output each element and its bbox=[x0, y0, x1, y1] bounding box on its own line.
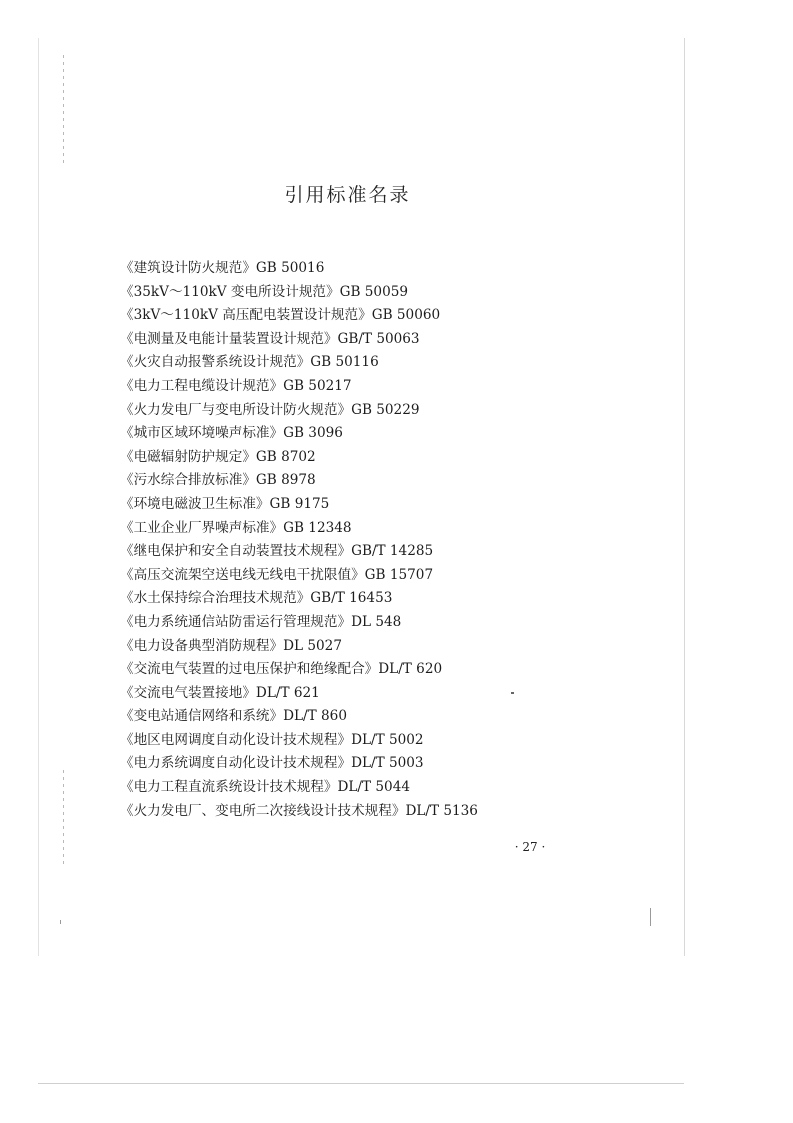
scan-mark bbox=[650, 908, 651, 926]
reference-item: 《交流电气装置的过电压保护和绝缘配合》DL/T 620 bbox=[120, 661, 443, 678]
reference-item: 《电力工程直流系统设计技术规程》DL/T 5044 bbox=[120, 779, 410, 796]
reference-item: 《电力系统调度自动化设计技术规程》DL/T 5003 bbox=[120, 755, 424, 772]
reference-item: 《水土保持综合治理技术规范》GB/T 16453 bbox=[120, 590, 393, 607]
reference-list bbox=[120, 257, 478, 823]
reference-item: 《电力设备典型消防规程》DL 5027 bbox=[120, 637, 342, 654]
reference-item: 《继电保护和安全自动装置技术规程》GB/T 14285 bbox=[120, 543, 434, 560]
reference-item: 《城市区域环境噪声标准》GB 3096 bbox=[120, 425, 343, 442]
scan-speck-small bbox=[60, 920, 61, 924]
reference-item: 《电力系统通信站防雷运行管理规范》DL 548 bbox=[120, 613, 402, 630]
reference-item: 《35kV～110kV 变电所设计规范》GB 50059 bbox=[120, 283, 409, 300]
reference-item: 《变电站通信网络和系统》DL/T 860 bbox=[120, 708, 347, 725]
scan-speck bbox=[511, 692, 514, 694]
reference-item: 《污水综合排放标准》GB 8978 bbox=[120, 472, 316, 489]
reference-item: 《3kV～110kV 高压配电装置设计规范》GB 50060 bbox=[120, 307, 441, 324]
page-edge-bottom bbox=[38, 1083, 684, 1084]
reference-item: 《电力工程电缆设计规范》GB 50217 bbox=[120, 377, 352, 394]
reference-item: 《火灾自动报警系统设计规范》GB 50116 bbox=[120, 354, 379, 371]
reference-item: 《地区电网调度自动化设计技术规程》DL/T 5002 bbox=[120, 731, 424, 748]
binding-dots-bottom bbox=[63, 770, 64, 865]
reference-item: 《火力发电厂、变电所二次接线设计技术规程》DL/T 5136 bbox=[120, 802, 478, 819]
reference-item: 《高压交流架空送电线无线电干扰限值》GB 15707 bbox=[120, 566, 434, 583]
page-title: 引用标准名录 bbox=[284, 184, 411, 206]
reference-item: 《交流电气装置接地》DL/T 621 bbox=[120, 684, 320, 701]
reference-item: 《工业企业厂界噪声标准》GB 12348 bbox=[120, 519, 352, 536]
page-edge-left bbox=[38, 38, 39, 956]
reference-item: 《电测量及电能计量装置设计规范》GB/T 50063 bbox=[120, 330, 420, 347]
reference-item: 《建筑设计防火规范》GB 50016 bbox=[120, 260, 325, 276]
reference-item: 《电磁辐射防护规定》GB 8702 bbox=[120, 448, 316, 465]
page-edge-right bbox=[684, 38, 685, 956]
reference-item: 《环境电磁波卫生标准》GB 9175 bbox=[120, 495, 330, 512]
page-number: · 27 · bbox=[514, 840, 546, 854]
binding-dots-top bbox=[63, 55, 64, 165]
reference-item: 《火力发电厂与变电所设计防火规范》GB 50229 bbox=[120, 401, 420, 418]
